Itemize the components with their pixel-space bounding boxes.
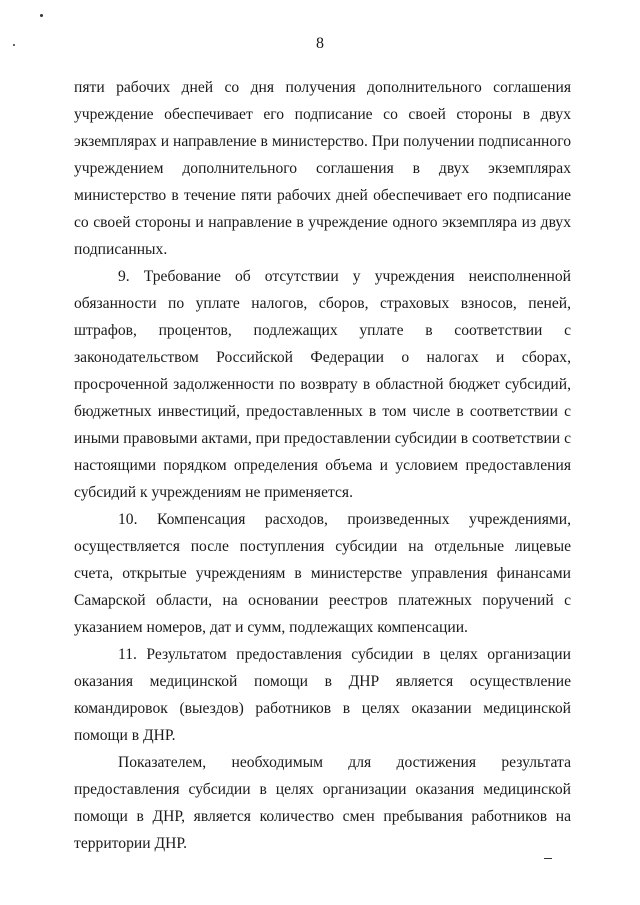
paragraph-10: 10. Компенсация расходов, произведенных учреждениями, осуществляется после поступления субсидии на отдельные лицевые счета, открытые учреждениям в министерстве управления финансами Самарской области, на основании реестров платежных поручений с указанием номеров, дат и сумм, подлежащих компенсации.	[74, 511, 571, 636]
paragraph-indicator: Показателем, необходимым для достижения результата предоставления субсидии в целях организации оказания медицинской помощи в ДНР, является количество смен пребывания работников на территории ДНР.	[74, 754, 571, 852]
page-number: 8	[316, 35, 324, 52]
scan-speck	[544, 858, 552, 859]
paragraph-continuation: пяти рабочих дней со дня получения дополнительного соглашения учреждение обеспечивает его подписание со своей стороны в двух экземплярах и направление в министерство. При получении подписанного учреждением дополнительного соглашения в двух экземплярах министерство в течение пяти рабочих дней обеспечивает его подписание со своей стороны и направление в учреждение одного экземпляра из двух подписанных.	[74, 79, 571, 258]
scan-speck	[13, 44, 15, 46]
paragraph-11: 11. Результатом предоставления субсидии в целях организации оказания медицинской помощи в ДНР является осуществление командировок (выездов) работников в целях оказании медицинской помощи в ДНР.	[74, 646, 571, 744]
document-body	[74, 74, 571, 857]
paragraph-9: 9. Требование об отсутствии у учреждения неисполненной обязанности по уплате налогов, сборов, страховых взносов, пеней, штрафов, процентов, подлежащих уплате в соответствии с законодательством Российской Федерации о налогах и сборах, просроченной задолженности по возврату в областной бюджет субсидий, бюджетных инвестиций, предоставленных в том числе в соответствии с иными правовыми актами, при предоставлении субсидии в соответствии с настоящими порядком определения объема и условием предоставления субсидий к учреждениям не применяется.	[74, 268, 571, 501]
scan-speck	[40, 14, 43, 17]
